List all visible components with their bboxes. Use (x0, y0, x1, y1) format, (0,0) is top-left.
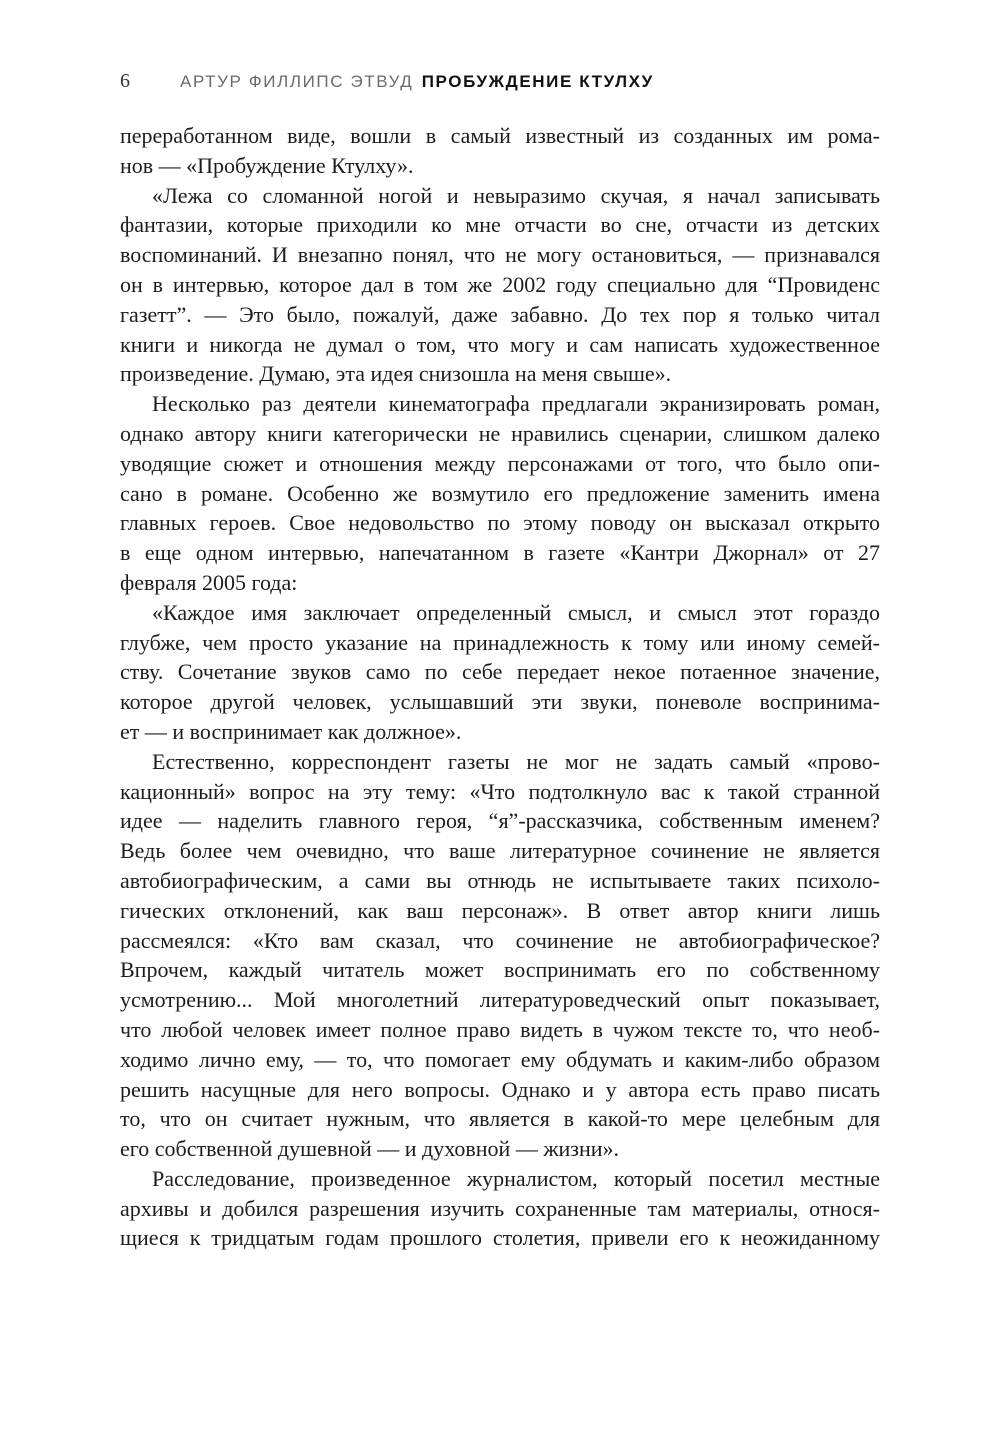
text-line: переработанном виде, вошли в самый известный из созданных им рома- (120, 123, 880, 148)
text-line: идее — наделить главного героя, “я”-рассказчика, собственным именем? (120, 808, 880, 834)
text-line: усмотрению... Мой многолетний литературоведческий опыт показывает, (120, 987, 880, 1013)
text-line: ходимо лично ему, — то, что помогает ему обдумать и каким-либо образом (120, 1046, 880, 1072)
text-line: он в интервью, которое дал в том же 2002 году специально для “Провиденс (120, 271, 880, 297)
text-line: щиеся к тридцатым годам прошлого столетия, привели его к неожиданному (120, 1225, 880, 1251)
text-line: произведение. Думаю, эта идея снизошла на меня свыше». (120, 361, 672, 387)
text-line: то, что он считает нужным, что является в какой-то мере целебным для (120, 1106, 880, 1132)
text-line: Естественно, корреспондент газеты не мог не задать самый «прово- (152, 748, 880, 774)
paragraph (120, 181, 880, 390)
text-line: книги и никогда не думал о том, что могу и сам написать художественное (120, 331, 880, 357)
text-line: Впрочем, каждый читатель может воспринимать его по собственному (120, 957, 880, 983)
text-line: рассмеялся: «Кто вам сказал, что сочинение не автобиографическое? (120, 927, 880, 953)
header-book-title: ПРОБУЖДЕНИЕ КТУЛХУ (421, 72, 654, 91)
text-line: кационный» вопрос на эту тему: «Что подтолкнуло вас к такой странной (120, 778, 880, 804)
text-line: архивы и добился разрешения изучить сохраненные там материалы, относя- (120, 1195, 880, 1221)
text-line: нов — «Пробуждение Ктулху». (120, 152, 414, 178)
text-line: уводящие сюжет и отношения между персонажами от того, что было опи- (120, 450, 880, 476)
paragraph (120, 389, 880, 598)
text-line: фантазии, которые приходили ко мне отчасти во сне, отчасти из детских (120, 212, 880, 238)
text-line: гических отклонений, как ваш персонаж». В ответ автор книги лишь (120, 897, 880, 923)
text-line: Несколько раз деятели кинематографа предлагали экранизировать роман, (152, 391, 880, 417)
text-line: ет — и воспринимает как должное». (120, 718, 462, 744)
text-line: ству. Сочетание звуков само по себе передает некое потаенное значение, (120, 659, 880, 685)
text-line: решить насущные для него вопросы. Однако и у автора есть право писать (120, 1076, 880, 1102)
running-header (120, 70, 880, 93)
text-line: глубже, чем просто указание на принадлежность к тому или иному семей- (120, 629, 880, 655)
text-line: «Каждое имя заключает определенный смысл, и смысл этот гораздо (152, 599, 880, 625)
text-line: что любой человек имеет полное право видеть в чужом тексте то, что необ- (120, 1016, 880, 1042)
paragraph (120, 747, 880, 1164)
paragraph (120, 1164, 880, 1253)
text-line: главных героев. Свое недовольство по этому поводу он высказал открыто (120, 510, 880, 536)
text-line: в еще одном интервью, напечатанном в газете «Кантри Джорнал» от 27 (120, 540, 880, 566)
page-number: 6 (120, 70, 130, 92)
text-line: его собственной душевной — и духовной — жизни». (120, 1136, 620, 1162)
text-line: однако автору книги категорически не нравились сценарии, слишком далеко (120, 420, 880, 446)
text-line: февраля 2005 года: (120, 569, 298, 595)
text-line: сано в романе. Особенно же возмутило его предложение заменить имена (120, 480, 880, 506)
body-text (120, 121, 880, 1253)
text-line: газетт”. — Это было, пожалуй, даже забавно. До тех пор я только читал (120, 301, 880, 327)
text-line: Расследование, произведенное журналистом, который посетил местные (152, 1165, 880, 1191)
text-line: автобиографическим, а сами вы отнюдь не испытываете таких психоло- (120, 867, 880, 893)
text-line: воспоминаний. И внезапно понял, что не могу остановиться, — признавался (120, 242, 880, 268)
paragraph (120, 598, 880, 747)
text-line: «Лежа со сломанной ногой и невыразимо скучая, я начал записывать (152, 182, 880, 208)
text-line: Ведь более чем очевидно, что ваше литературное сочинение не является (120, 838, 880, 864)
header-author: АРТУР ФИЛЛИПС ЭТВУД (180, 72, 414, 91)
text-line: которое другой человек, услышавший эти звуки, поневоле воспринима- (120, 689, 880, 715)
paragraph (120, 121, 880, 181)
